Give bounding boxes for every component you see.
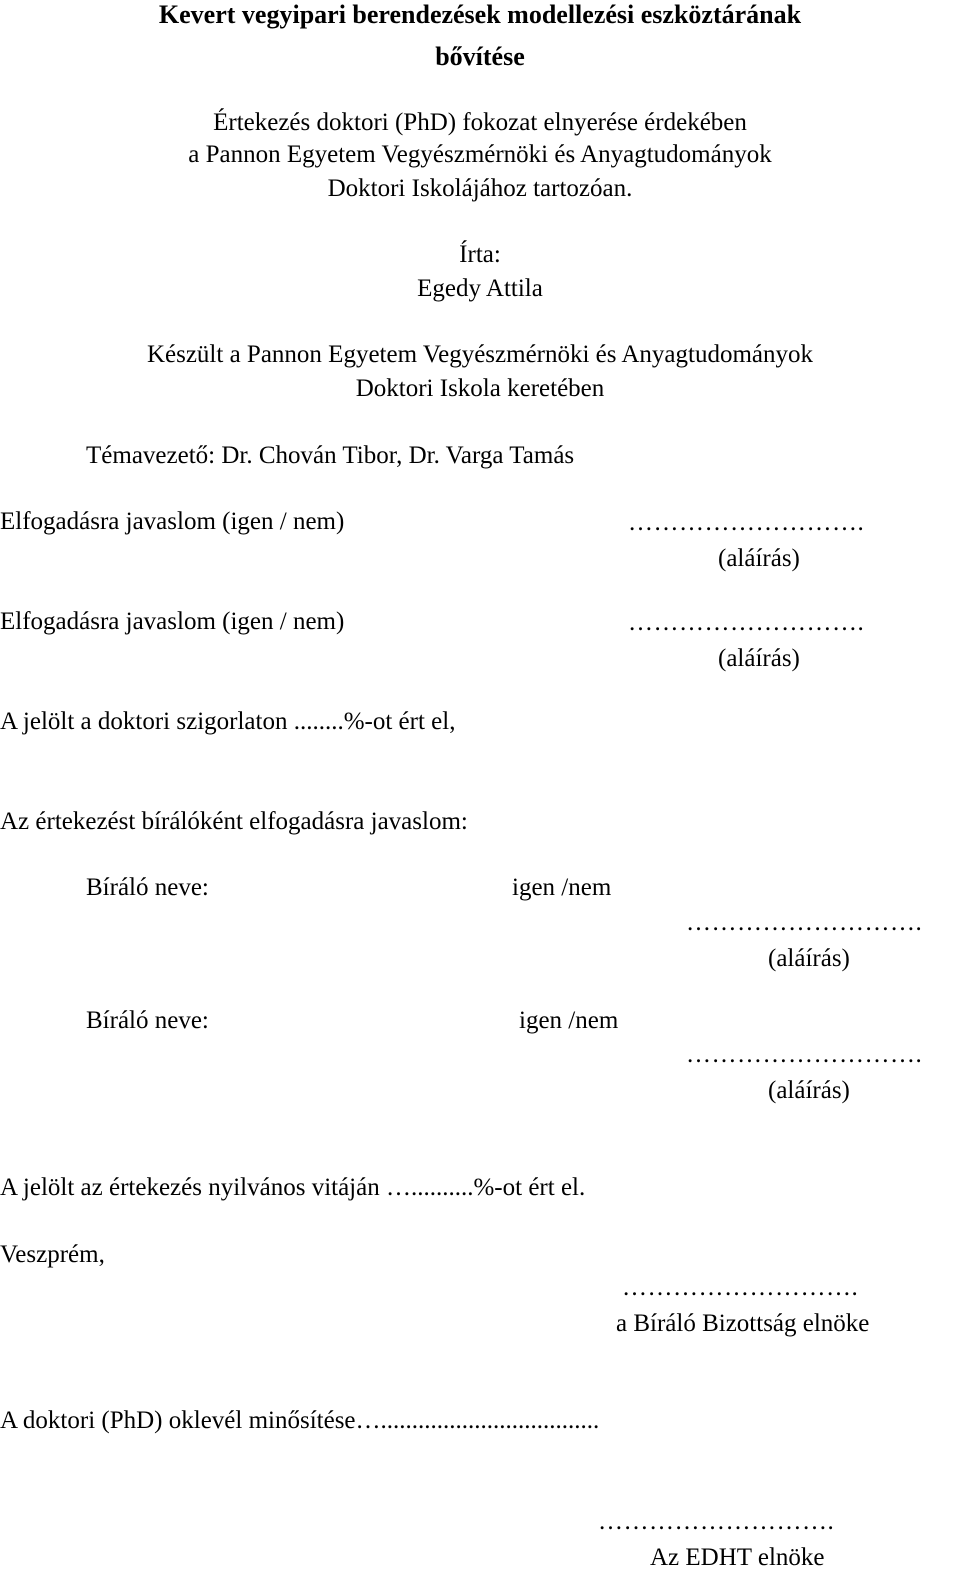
recommendation-2-signature (628, 608, 865, 674)
reviewer-1-signature (686, 908, 923, 974)
prepared-line-2: Doktori Iskola keretében (355, 375, 605, 402)
exam-result-line: A jelölt a doktori szigorlaton ........%-ot ért el, (0, 708, 456, 735)
signature-label: (aláírás) (718, 545, 800, 572)
signature-dots: ………………………. (628, 609, 865, 636)
signature-dots: ………………………. (686, 1041, 923, 1068)
defense-result-line: A jelölt az értekezés nyilvános vitáján …..........%-ot ért el. (0, 1174, 586, 1201)
author-label: Írta: (459, 241, 501, 268)
subtitle-line-2: a Pannon Egyetem Vegyészmérnöki és Anyagtudományok (188, 141, 772, 168)
recommendation-2-text: Elfogadásra javaslom (igen / nem) (0, 608, 345, 635)
reviewer-2-signature (686, 1040, 923, 1106)
reviewer-intro: Az értekezést bírálóként elfogadásra javaslom: (0, 808, 468, 835)
edht-chair-signature (598, 1507, 898, 1573)
committee-chair-label: a Bíráló Bizottság elnöke (616, 1310, 870, 1337)
signature-dots: ………………………. (598, 1508, 835, 1535)
recommendation-1-text: Elfogadásra javaslom (igen / nem) (0, 508, 345, 535)
signature-dots: ………………………. (686, 909, 923, 936)
signature-dots: ………………………. (628, 509, 865, 536)
signature-label: (aláírás) (768, 1077, 850, 1104)
document-title-line-2: bővítése (435, 42, 525, 71)
subtitle-line-3: Doktori Iskolájához tartozóan. (327, 175, 633, 202)
place-label: Veszprém, (0, 1241, 105, 1268)
reviewer-2-choice: igen /nem (519, 1007, 619, 1034)
author-name: Egedy Attila (417, 275, 543, 302)
signature-label: (aláírás) (718, 645, 800, 672)
qualification-line: A doktori (PhD) oklevél minősítése…................................... (0, 1407, 600, 1434)
supervisors-line: Témavezető: Dr. Chován Tibor, Dr. Varga Tamás (86, 442, 575, 469)
reviewer-1-name-label: Bíráló neve: (86, 874, 209, 901)
committee-chair-signature (616, 1273, 916, 1339)
signature-dots: ………………………. (622, 1274, 859, 1301)
edht-chair-label: Az EDHT elnöke (650, 1544, 825, 1571)
subtitle-line-1: Értekezés doktori (PhD) fokozat elnyerése érdekében (213, 109, 747, 136)
recommendation-1-signature (628, 508, 865, 574)
reviewer-2-name-label: Bíráló neve: (86, 1007, 209, 1034)
document-title-line-1: Kevert vegyipari berendezések modellezési eszköztárának (158, 0, 802, 29)
prepared-line-1: Készült a Pannon Egyetem Vegyészmérnöki és Anyagtudományok (146, 341, 814, 368)
signature-label: (aláírás) (768, 945, 850, 972)
reviewer-1-choice: igen /nem (512, 874, 612, 901)
